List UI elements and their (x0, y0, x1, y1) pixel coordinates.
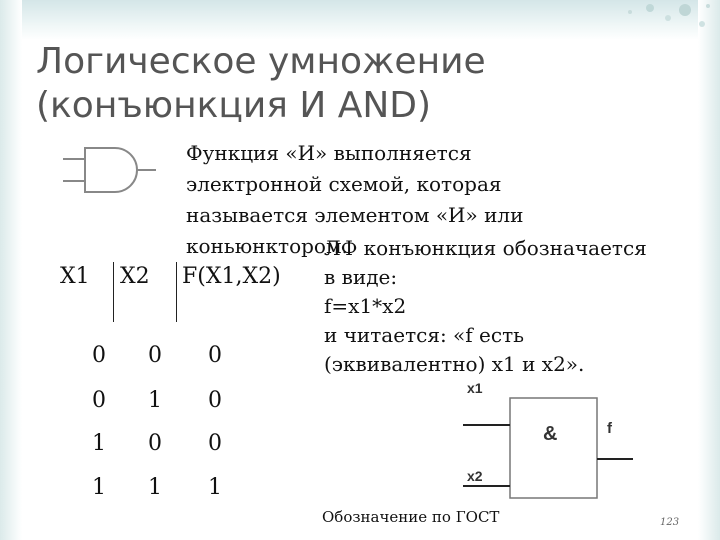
table-cell: 0 (148, 343, 162, 368)
formula-line: и читается: «f есть (324, 323, 525, 347)
gate-input-1-label: x1 (467, 380, 483, 396)
table-divider (176, 262, 177, 322)
and-gate-gost-icon (455, 378, 640, 503)
formula-line: f=x1*x2 (324, 294, 407, 318)
gate-input-2-label: x2 (467, 468, 483, 484)
table-cell: 0 (208, 431, 222, 456)
table-cell: 1 (148, 475, 162, 500)
table-cell: 0 (92, 388, 106, 413)
table-cell: 0 (148, 431, 162, 456)
description-line: Функция «И» выполняется (186, 141, 472, 165)
background-right-band (698, 0, 720, 540)
table-cell: 1 (92, 431, 106, 456)
table-header-x1: X1 (60, 264, 90, 289)
table-cell: 1 (208, 475, 222, 500)
description-line: называется элементом «И» или (186, 203, 524, 227)
gate-symbol: & (543, 423, 558, 445)
table-cell: 1 (92, 475, 106, 500)
table-cell: 0 (208, 388, 222, 413)
page-number: 123 (660, 517, 680, 528)
and-gate-icon (60, 145, 160, 195)
table-cell: 0 (208, 343, 222, 368)
table-divider (113, 262, 114, 322)
title-line-1: Логическое умножение (36, 41, 486, 82)
description-line: электронной схемой, которая (186, 172, 502, 196)
description-line: коньюнктором. (186, 234, 348, 258)
table-header-x2: X2 (120, 264, 150, 289)
gate-output-label: f (607, 420, 612, 437)
formula-paragraph (324, 234, 694, 379)
table-cell: 0 (92, 343, 106, 368)
formula-line: ЛФ конъюнкция обозначается (324, 236, 647, 260)
background-left-band (0, 0, 22, 540)
table-cell: 1 (148, 388, 162, 413)
table-header-f: F(X1,X2) (182, 264, 281, 289)
gost-caption: Обозначение по ГОСТ (322, 508, 500, 526)
slide-title (36, 40, 556, 128)
formula-line: в виде: (324, 265, 398, 289)
formula-line: (эквивалентно) x1 и x2». (324, 352, 585, 376)
decorative-dots (590, 0, 720, 42)
title-line-2: (конъюнкция И AND) (36, 85, 432, 126)
